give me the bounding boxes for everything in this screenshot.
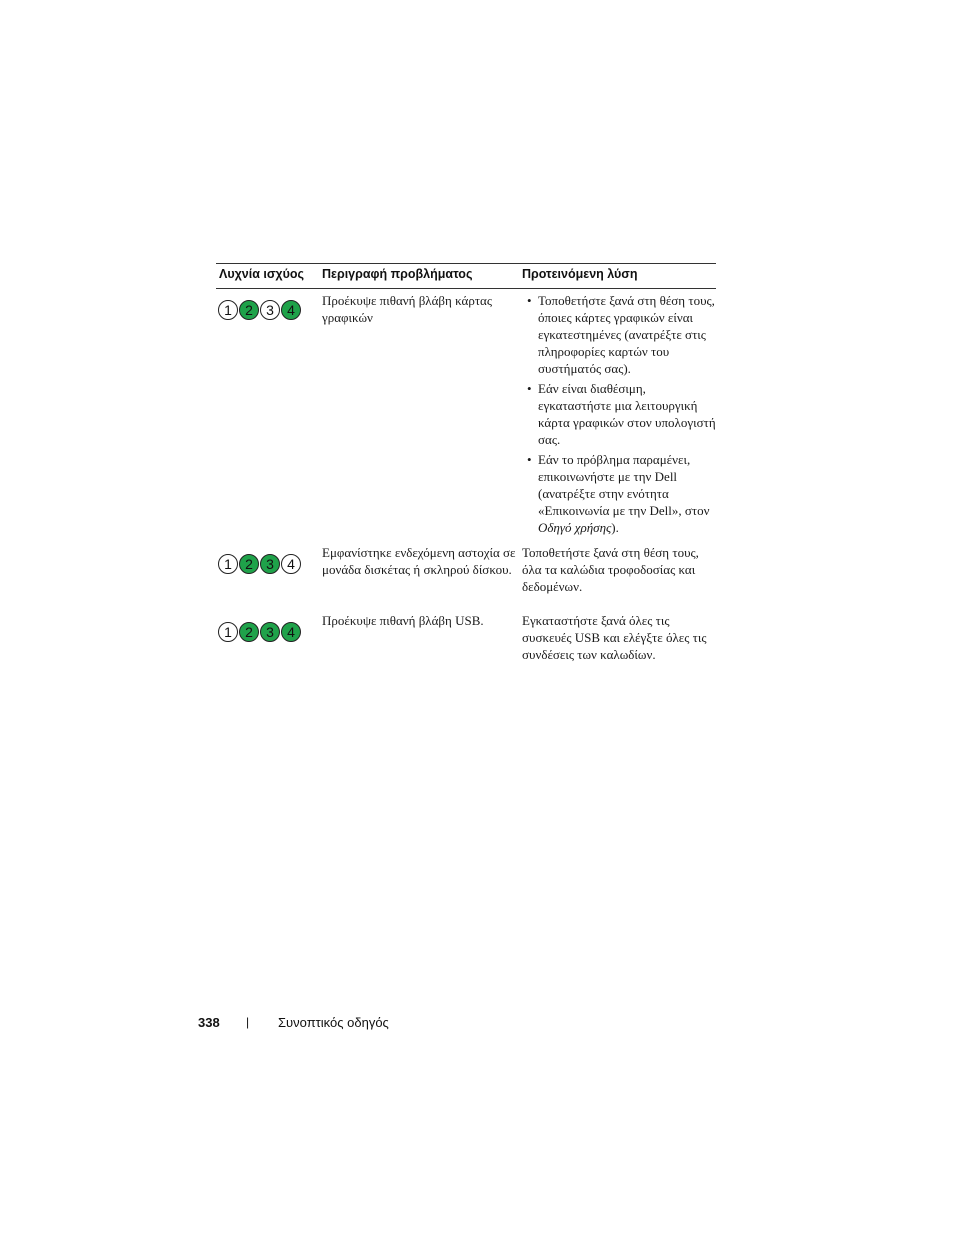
power-light-pattern bbox=[218, 622, 301, 642]
led-2-icon: 2 bbox=[239, 622, 259, 642]
page-number: 338 bbox=[198, 1015, 220, 1030]
problem-description: Εμφανίστηκε ενδεχόμενη αστοχία σε μονάδα δισκέτας ή σκληρού δίσκου. bbox=[322, 545, 516, 577]
header-description: Περιγραφή προβλήματος bbox=[322, 267, 473, 281]
suggested-solution bbox=[522, 292, 716, 539]
led-2-icon: 2 bbox=[239, 554, 259, 574]
led-4-icon: 4 bbox=[281, 300, 301, 320]
footer-separator: | bbox=[246, 1015, 250, 1029]
led-1-icon: 1 bbox=[218, 300, 238, 320]
bullet-icon: • bbox=[527, 381, 532, 396]
bullet-icon: • bbox=[527, 293, 532, 308]
led-1-icon: 1 bbox=[218, 622, 238, 642]
suggested-solution: Εγκαταστήστε ξανά όλες τις συσκευές USB και ελέγξτε όλες τις συνδέσεις των καλωδίων. bbox=[522, 613, 707, 662]
solution-bullet-item: • Εάν το πρόβλημα παραμένει, επικοινωνήστε με την Dell (ανατρέξτε στην ενότητα «Επικοινωνία με την Dell», στον Οδηγό χρήσης). bbox=[527, 452, 710, 535]
suggested-solution: Τοποθετήστε ξανά στη θέση τους, όλα τα καλώδια τροφοδοσίας και δεδομένων. bbox=[522, 545, 699, 594]
header-power-light: Λυχνία ισχύος bbox=[219, 267, 305, 281]
user-guide-title: Οδηγό χρήσης bbox=[538, 520, 612, 535]
led-3-icon: 3 bbox=[260, 300, 280, 320]
footer-title: Συνοπτικός οδηγός bbox=[278, 1015, 389, 1030]
solution-bullet-item: • Τοποθετήστε ξανά στη θέση τους, όποιες κάρτες γραφικών είναι εγκατεστημένες (ανατρέξτε στις πληροφορίες καρτών του συστήματός σας). bbox=[527, 293, 715, 376]
led-3-icon: 3 bbox=[260, 554, 280, 574]
led-3-icon: 3 bbox=[260, 622, 280, 642]
problem-description: Προέκυψε πιθανή βλάβη κάρτας γραφικών bbox=[322, 293, 493, 325]
solution-bullet-item: • Εάν είναι διαθέσιμη, εγκαταστήστε μια λειτουργική κάρτα γραφικών στον υπολογιστή σας. bbox=[527, 381, 716, 447]
problem-description: Προέκυψε πιθανή βλάβη USB. bbox=[322, 613, 484, 628]
table-top-rule bbox=[216, 263, 716, 264]
led-4-icon: 4 bbox=[281, 554, 301, 574]
bullet-icon: • bbox=[527, 452, 532, 467]
led-1-icon: 1 bbox=[218, 554, 238, 574]
led-4-icon: 4 bbox=[281, 622, 301, 642]
power-light-pattern bbox=[218, 300, 301, 320]
led-2-icon: 2 bbox=[239, 300, 259, 320]
header-solution: Προτεινόμενη λύση bbox=[522, 267, 638, 281]
table-header-rule bbox=[216, 288, 716, 289]
power-light-pattern bbox=[218, 554, 301, 574]
